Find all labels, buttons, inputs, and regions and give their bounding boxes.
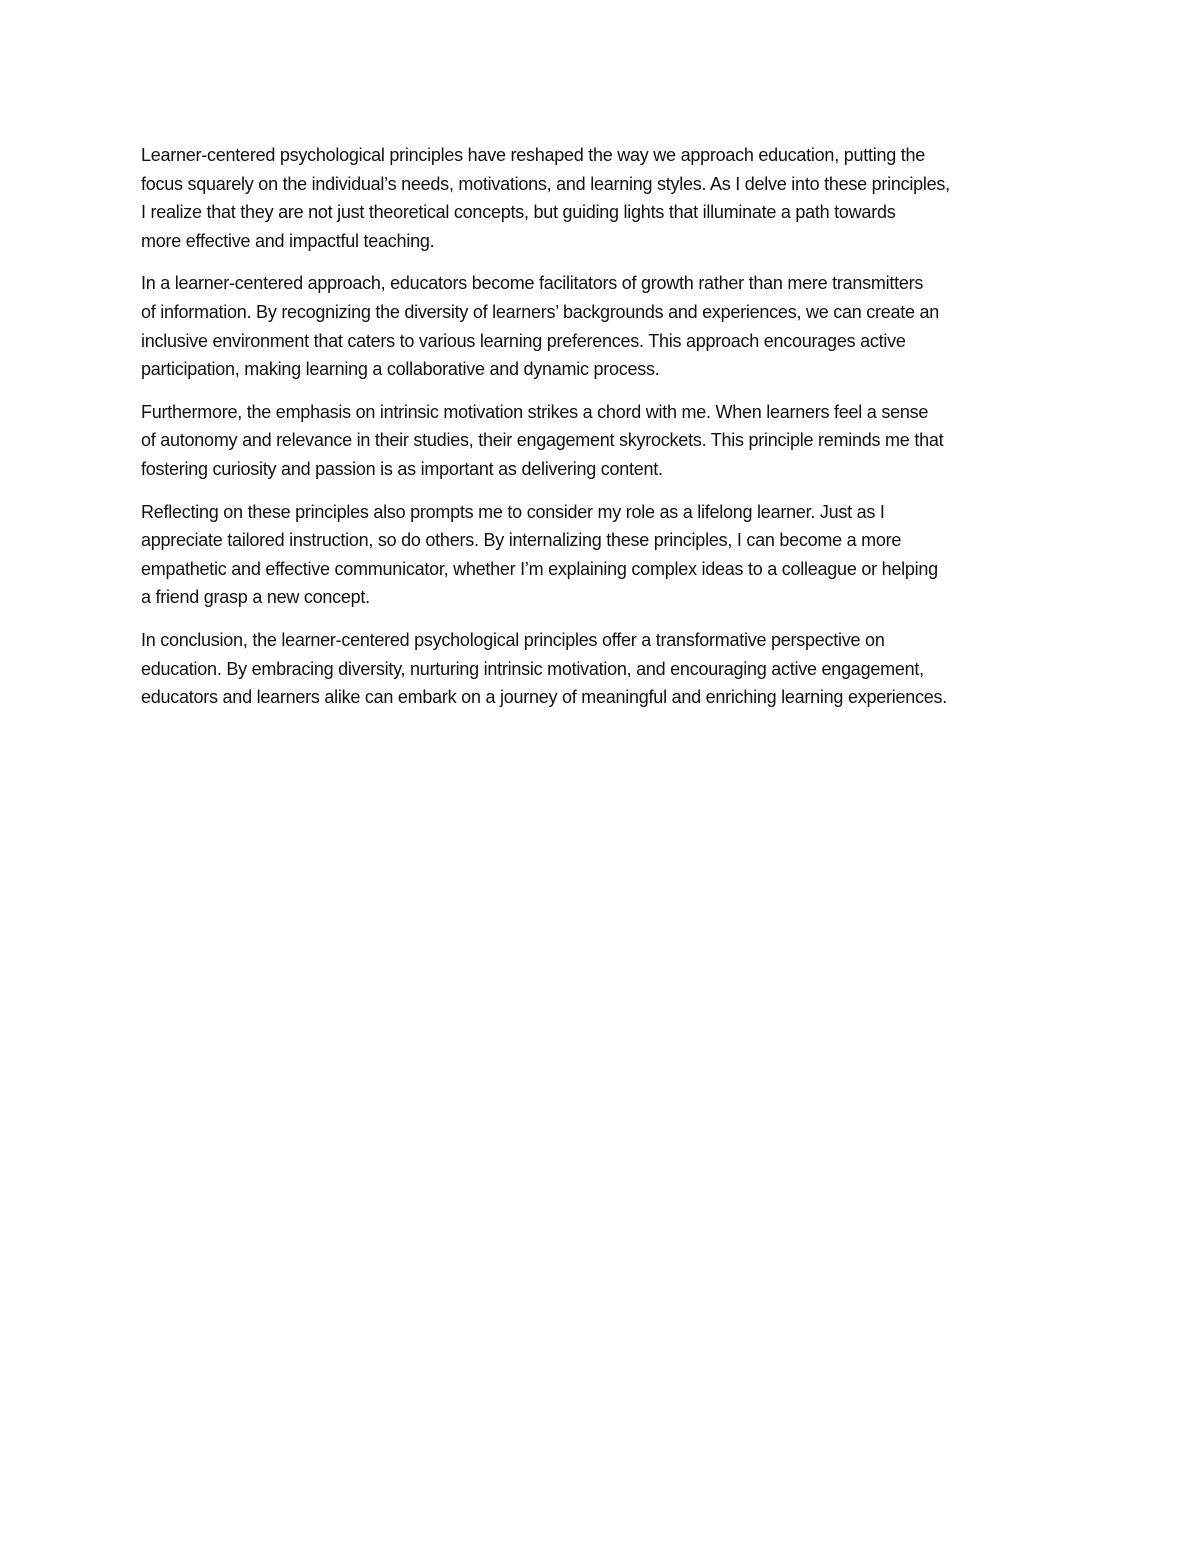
text-line: In conclusion, the learner-centered psychological principles offer a transformative perspective on (141, 629, 885, 650)
text-line: focus squarely on the individual’s needs, motivations, and learning styles. As I delve into these principles, (141, 173, 950, 194)
text-line: of autonomy and relevance in their studies, their engagement skyrockets. This principle reminds me that (141, 430, 944, 451)
text-line: empathetic and effective communicator, whether I’m explaining complex ideas to a colleague or helping (141, 558, 938, 579)
text-line: appreciate tailored instruction, so do others. By internalizing these principles, I can become a more (141, 530, 902, 551)
paragraph-lifelong-learner (141, 498, 1066, 612)
text-line: a friend grasp a new concept. (141, 587, 370, 608)
text-line: participation, making learning a collaborative and dynamic process. (141, 359, 660, 380)
text-line: Furthermore, the emphasis on intrinsic motivation strikes a chord with me. When learners feel a sense (141, 401, 929, 422)
text-line: Reflecting on these principles also prompts me to consider my role as a lifelong learner. Just as I (141, 501, 885, 522)
text-line: fostering curiosity and passion is as important as delivering content. (141, 458, 663, 479)
text-line: of information. By recognizing the diversity of learners’ backgrounds and experiences, we can create an (141, 301, 940, 322)
text-line: education. By embracing diversity, nurturing intrinsic motivation, and encouraging active engagement, (141, 658, 924, 679)
text-line: more effective and impactful teaching. (141, 230, 435, 251)
text-line: I realize that they are not just theoretical concepts, but guiding lights that illuminate a path towards (141, 202, 896, 223)
text-line: Learner-centered psychological principles have reshaped the way we approach education, putting the (141, 145, 926, 165)
paragraph-intrinsic-motivation (141, 398, 1066, 484)
text-line: educators and learners alike can embark on a journey of meaningful and enriching learning experiences. (141, 687, 948, 708)
text-line: In a learner-centered approach, educators become facilitators of growth rather than mere transmitters (141, 273, 924, 294)
paragraph-conclusion (141, 626, 1066, 712)
text-line: inclusive environment that caters to various learning preferences. This approach encourages active (141, 330, 906, 351)
paragraph-learner-centered-approach (141, 269, 1066, 383)
paragraph-intro (141, 141, 1066, 255)
document-body (141, 141, 1066, 726)
